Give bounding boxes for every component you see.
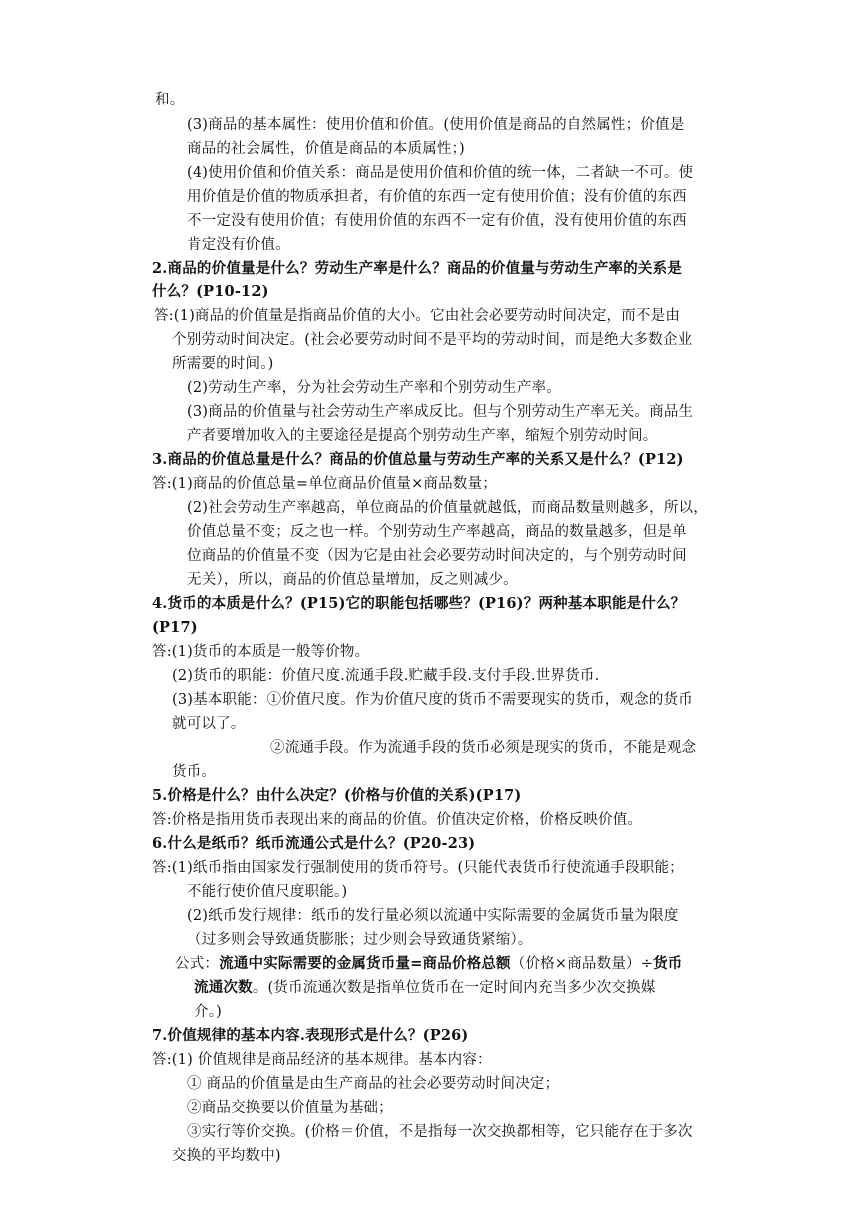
answer-line: 答:(1) 价值规律是商品经济的基本规律。基本内容： <box>152 1052 492 1068</box>
text-line: (3)商品的基本属性：使用价值和价值。(使用价值是商品的自然属性；价值是 <box>187 117 685 133</box>
text-line: 所需要的时间。) <box>172 356 274 372</box>
text-line: 商品的社会属性，价值是商品的本质属性；) <box>187 141 465 157</box>
text-line: (4)使用价值和价值关系：商品是使用价值和价值的统一体，二者缺一不可。使 <box>187 165 694 181</box>
text-line: 肯定没有价值。 <box>187 237 290 253</box>
answer-line: 答:(1)商品的价值量是指商品价值的大小。它由社会必要劳动时间决定，而不是由 <box>154 308 681 324</box>
text-line: (3)商品的价值量与社会劳动生产率成反比。但与个别劳动生产率无关。商品生 <box>187 404 694 420</box>
text-line: 价值总量不变；反之也一样。个别劳动生产率越高，商品的数量越多，但是单 <box>187 524 687 540</box>
text-line: 用价值是价值的物质承担者，有价值的东西一定有使用价值；没有价值的东西 <box>187 189 687 205</box>
answer-line: 答:(1)货币的本质是一般等价物。 <box>152 644 370 660</box>
formula-label: 公式： <box>175 956 220 972</box>
text-line: 个别劳动时间决定。(社会必要劳动时间不是平均的劳动时间，而是绝大多数企业 <box>172 332 693 348</box>
text-line: 不一定没有使用价值；有使用价值的东西不一定有价值，没有使用价值的东西 <box>187 213 687 229</box>
text-line: 就可以了。 <box>172 716 246 732</box>
text-line: ②流通手段。作为流通手段的货币必须是现实的货币，不能是观念 <box>270 740 697 756</box>
answer-line: 答:(1)纸币指由国家发行强制使用的货币符号。(只能代表货币行使流通手段职能； <box>152 860 684 876</box>
question-heading: 什么？(P10-12) <box>152 283 269 300</box>
text-line: 产者要增加收入的主要途径是提高个别劳动生产率，缩短个别劳动时间。 <box>187 428 658 444</box>
question-heading: 2.商品的价值量是什么？劳动生产率是什么？商品的价值量与劳动生产率的关系是 <box>152 260 683 277</box>
question-heading: 5.价格是什么？由什么决定？(价格与价值的关系)(P17) <box>152 787 522 804</box>
text-line: 无关），所以，商品的价值总量增加，反之则减少。 <box>187 572 518 588</box>
question-heading: 6.什么是纸币？纸币流通公式是什么？(P20-23) <box>152 835 476 852</box>
text-line: (2)货币的职能：价值尺度.流通手段.贮藏手段.支付手段.世界货币. <box>172 668 600 684</box>
question-heading: 7.价值规律的基本内容.表现形式是什么？(P26) <box>152 1027 469 1044</box>
formula-bold-part: 流通次数 <box>194 979 253 996</box>
question-heading: 4.货币的本质是什么？(P15)它的职能包括哪些？(P16)？两种基本职能是什么？ <box>152 595 686 612</box>
formula-bold-part: 流通中实际需要的金属货币量=商品价格总额 <box>219 955 511 972</box>
text-line: (2)纸币发行规律：纸币的发行量必须以流通中实际需要的金属货币量为限度 <box>187 908 679 924</box>
text-line: 位商品的价值量不变（因为它是由社会必要劳动时间决定的，与个别劳动时间 <box>187 548 687 564</box>
text-line: 和。 <box>155 92 185 108</box>
text-line: 不能行使价值尺度职能。) <box>187 884 348 900</box>
formula-bold-part: 货币 <box>653 955 683 972</box>
formula-line <box>194 978 656 998</box>
text-line: 货币。 <box>172 764 217 780</box>
text-line: (2)社会劳动生产率越高，单位商品的价值量就越低，而商品数量则越多，所以， <box>187 500 708 516</box>
formula-note: 。(货币流通次数是指单位货币在一定时间内充当多少次交换媒 <box>252 980 656 996</box>
text-line: ②商品交换要以价值量为基础； <box>187 1100 393 1116</box>
text-line: (2)劳动生产率，分为社会劳动生产率和个别劳动生产率。 <box>187 380 561 396</box>
question-heading: (P17) <box>152 619 198 636</box>
answer-line: 答:(1)商品的价值总量=单位商品价值量×商品数量； <box>152 476 497 492</box>
text-line: 交换的平均数中) <box>172 1148 281 1164</box>
text-line: （过多则会导致通货膨胀；过少则会导致通货紧缩）。 <box>187 932 533 948</box>
formula-plain-part: （价格×商品数量）÷ <box>510 956 654 972</box>
text-line: ③实行等价交换。(价格＝价值，不是指每一次交换都相等，它只能存在于多次 <box>187 1124 693 1140</box>
question-heading: 3.商品的价值总量是什么？商品的价值总量与劳动生产率的关系又是什么？(P12) <box>152 451 684 468</box>
text-line: ① 商品的价值量是由生产商品的社会必要劳动时间决定； <box>187 1076 560 1092</box>
answer-line: 答:价格是指用货币表现出来的商品的价值。价值决定价格，价格反映价值。 <box>152 812 643 828</box>
text-line: 介。) <box>194 1004 223 1020</box>
formula-line <box>175 954 682 974</box>
text-line: (3)基本职能：①价值尺度。作为价值尺度的货币不需要现实的货币，观念的货币 <box>172 692 693 708</box>
